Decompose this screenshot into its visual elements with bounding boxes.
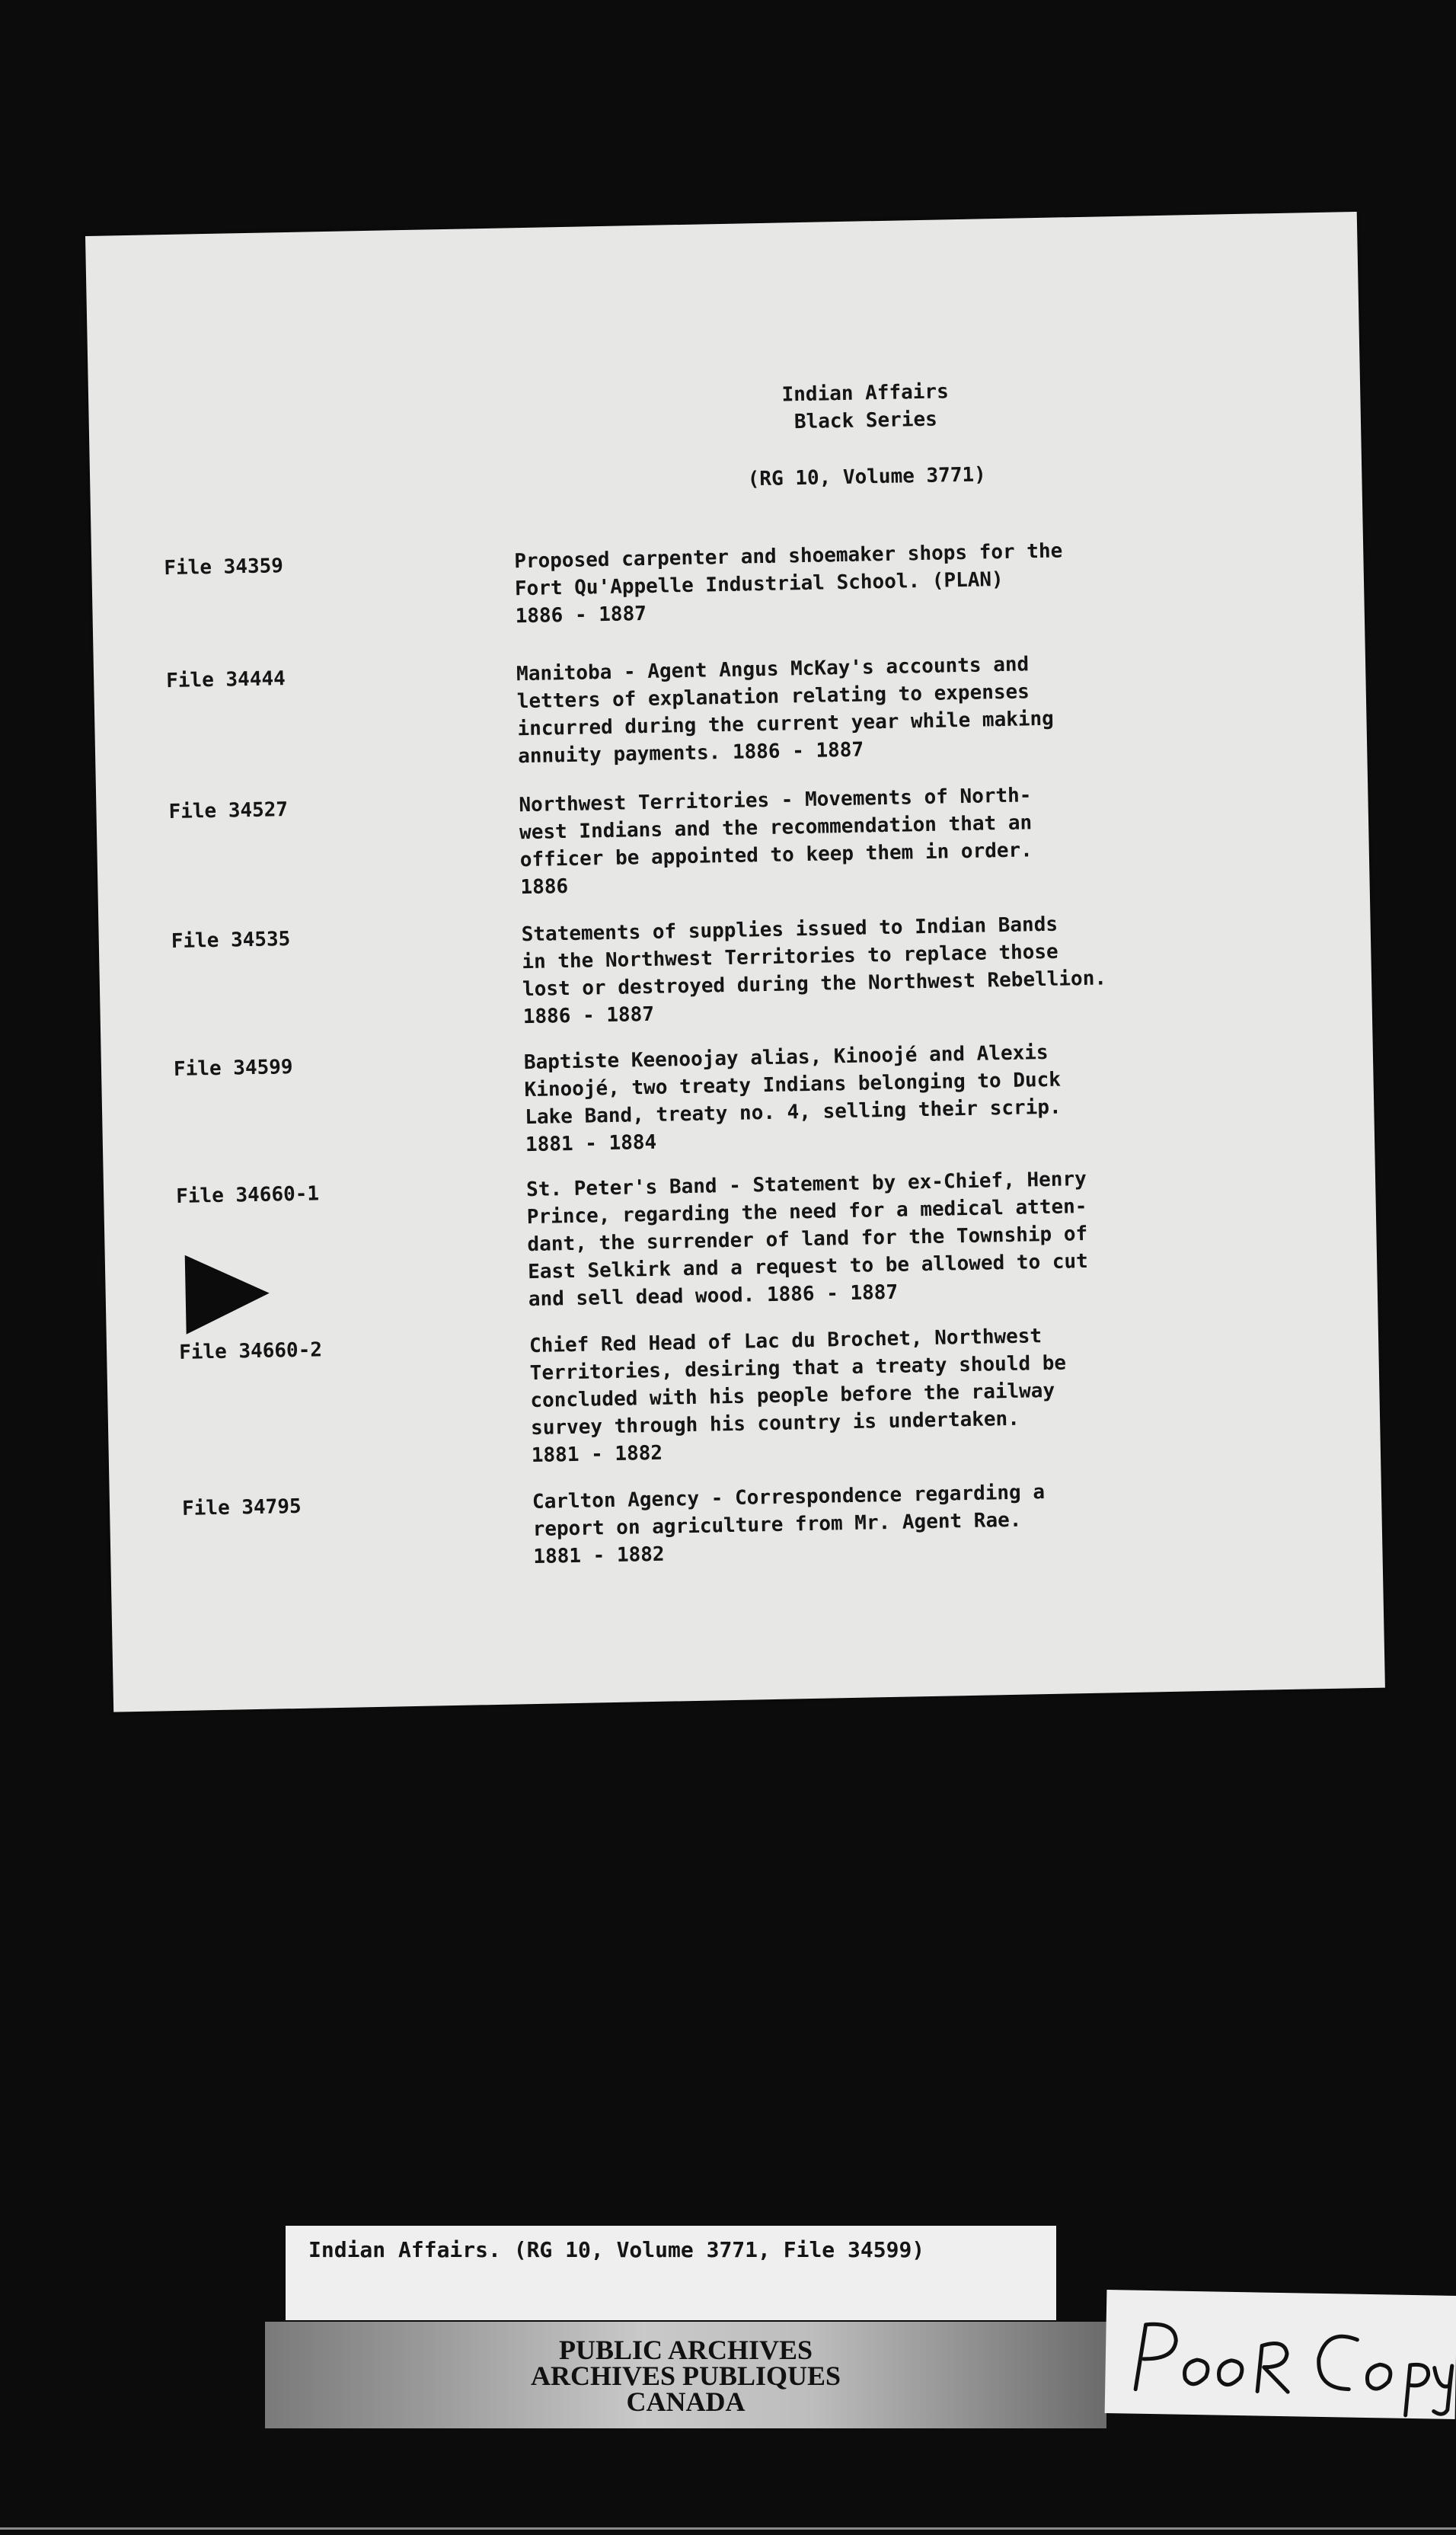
file-entry: [107, 1317, 1325, 1468]
file-description: Chief Red Head of Lac du Brochet, Northwest Territories, desiring that a treaty should be concluded with his people before the railway survey through his country is undertaken. 1881 - 1882: [528, 1325, 1067, 1468]
document-header: [652, 376, 1081, 495]
file-entry: [110, 1473, 1328, 1569]
file-number: File 34359: [164, 555, 284, 580]
file-entry: [104, 1161, 1322, 1312]
poor-copy-handwritten-note: [1105, 2290, 1456, 2419]
file-number: File 34795: [181, 1494, 302, 1520]
file-number: File 34527: [168, 798, 289, 824]
file-description: Northwest Territories - Movements of North- west Indians and the recommendation that an officer be appointed to keep them in order. 1886: [519, 784, 1033, 900]
stamp-line-country: CANADA: [626, 2386, 746, 2417]
scan-edge-line: [0, 2527, 1456, 2530]
file-number: File 34660-2: [178, 1338, 323, 1364]
file-description: Proposed carpenter and shoemaker shops for the Fort Qu'Appelle Industrial School. (PLAN) 1886 - 1887: [514, 539, 1063, 628]
header-reference: (RG 10, Volume 3771): [747, 463, 987, 491]
file-entry: [94, 645, 1312, 769]
file-number: File 34444: [165, 667, 286, 693]
public-archives-stamp: [265, 2322, 1106, 2428]
poor-copy-handwriting-icon: [1105, 2290, 1456, 2419]
header-title: Indian Affairs: [781, 380, 949, 407]
stamp-line-english: PUBLIC ARCHIVES: [558, 2335, 813, 2365]
file-entry: [101, 1034, 1320, 1157]
file-description: Baptiste Keenoojay alias, Kinoojé and Alexis Kinoojé, two treaty Indians belonging to Duck Lake Band, treaty no. 4, selling their scrip. 1881 - 1884: [523, 1041, 1062, 1157]
file-number: File 34660-1: [175, 1182, 320, 1208]
file-description: Statements of supplies issued to Indian Bands in the Northwest Territories to replace those lost or destroyed during the Northwest Rebellion. 1886 - 1887: [521, 913, 1107, 1029]
file-description: Manitoba - Agent Angus McKay's accounts and letters of explanation relating to expenses incurred during the current year while making annuity payments. 1886 - 1887: [516, 653, 1055, 769]
microfilm-reference-label: Indian Affairs. (RG 10, Volume 3771, File 34599): [286, 2226, 1056, 2320]
file-number: File 34599: [173, 1055, 293, 1081]
file-entry: [98, 906, 1317, 1029]
page-notch: [185, 1254, 270, 1335]
file-description: Carlton Agency - Correspondence regarding a report on agriculture from Mr. Agent Rae. 1881 - 1882: [532, 1481, 1046, 1569]
file-entry: [91, 532, 1310, 628]
file-number: File 34535: [171, 928, 291, 954]
document-page: [85, 212, 1385, 1712]
header-series: Black Series: [793, 408, 938, 434]
file-entry: [96, 776, 1314, 900]
file-description: St. Peter's Band - Statement by ex-Chief, Henry Prince, regarding the need for a medical atten- dant, the surrender of land for the Township of East Selkirk and a request to be allowed to cut and sell dead wood. 1886 - 1887: [525, 1167, 1089, 1312]
stamp-line-french: ARCHIVES PUBLIQUES: [530, 2361, 841, 2391]
